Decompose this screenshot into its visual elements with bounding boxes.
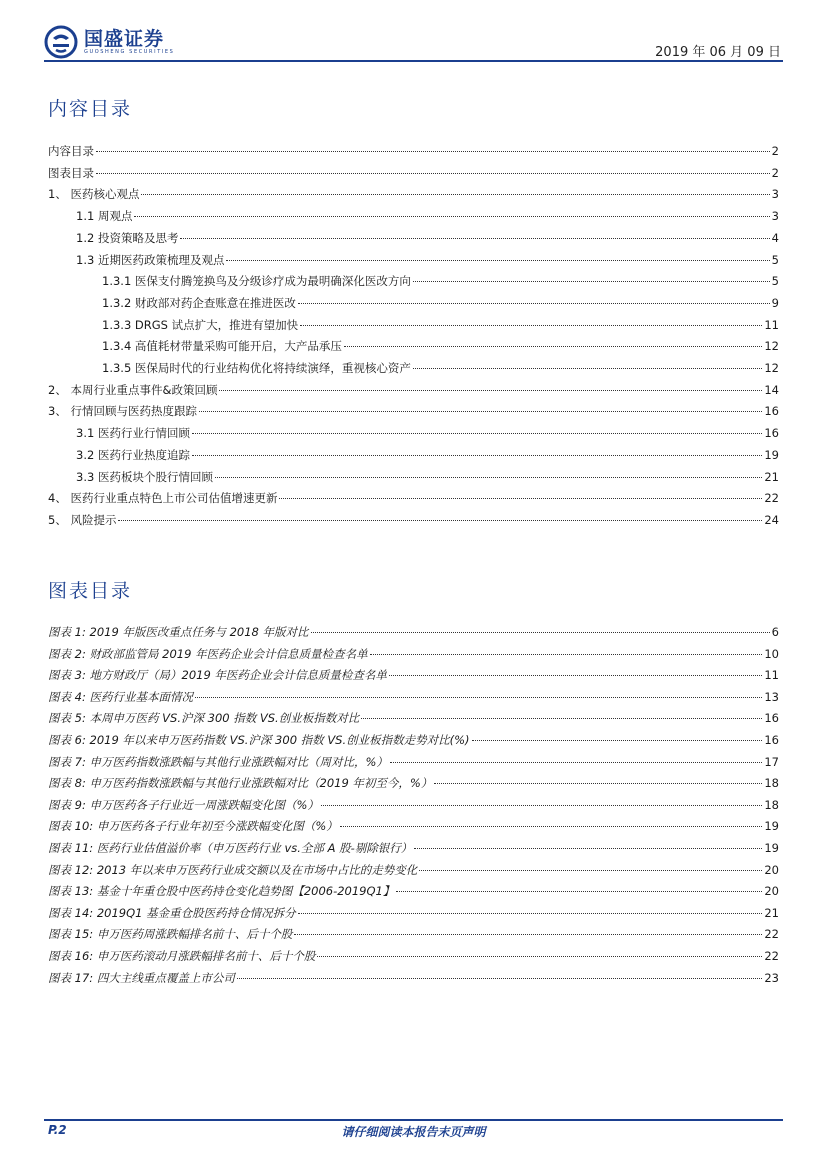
brand-logo [44, 24, 174, 60]
toc-entry-label: 1.3.3 DRGS 试点扩大，推进有望加快 [102, 317, 299, 332]
dot-leader [199, 411, 762, 412]
toc-entry[interactable] [76, 230, 779, 248]
toc-entry[interactable] [102, 360, 779, 378]
page-number: 23 [764, 970, 779, 985]
figure-entry-label: 图表 9: 申万医药各子行业近一周涨跌幅变化图（%） [48, 797, 319, 812]
toc-entry[interactable] [76, 425, 779, 443]
page-number: 10 [764, 646, 779, 661]
contents-title: 内容目录 [48, 98, 133, 120]
dot-leader [226, 260, 769, 261]
toc-entry-label: 3.3 医药板块个股行情回顾 [76, 469, 213, 484]
figure-entry-label: 图表 3: 地方财政厅（局）2019 年医药企业会计信息质量检查名单 [48, 668, 387, 683]
toc-entry[interactable] [76, 252, 779, 270]
figure-entry-label: 图表 15: 申万医药周涨跌幅排名前十、后十个股 [48, 927, 293, 942]
toc-entry[interactable] [48, 143, 779, 161]
toc-entry[interactable] [48, 512, 779, 530]
page-number: 4 [771, 230, 779, 245]
figure-entry-label: 图表 8: 申万医药指数涨跌幅与其他行业涨跌幅对比（2019 年初至今，%） [48, 776, 433, 791]
figure-entry[interactable] [48, 667, 779, 685]
page-number: 20 [764, 884, 779, 899]
dot-leader [413, 368, 762, 369]
dot-leader [311, 632, 770, 633]
figure-entry[interactable] [48, 862, 779, 880]
page-number: 17 [764, 754, 779, 769]
dot-leader [321, 805, 762, 806]
dot-leader [298, 303, 770, 304]
dot-leader [340, 826, 763, 827]
toc-entry[interactable] [76, 208, 779, 226]
figure-entry[interactable] [48, 970, 779, 988]
toc-entry-label: 3.1 医药行业行情回顾 [76, 426, 190, 441]
page-number: 2 [771, 144, 779, 158]
page-number: 11 [764, 317, 779, 332]
page-number: 22 [764, 927, 779, 942]
dot-leader [300, 325, 762, 326]
dot-leader [96, 173, 770, 174]
figure-entry-label: 图表 6: 2019 年以来申万医药指数 VS.沪深 300 指数 VS.创业板指数走势对比(%) [48, 733, 470, 747]
figure-entry[interactable] [48, 646, 779, 664]
toc-entry-label: 4、 医药行业重点特色上市公司估值增速更新 [48, 491, 278, 506]
figures-title: 图表目录 [48, 580, 133, 602]
page-number: 5 [771, 252, 779, 267]
dot-leader [344, 346, 762, 347]
guosheng-logo-icon [44, 25, 78, 59]
dot-leader [389, 675, 762, 676]
toc-entry-label: 图表目录 [48, 165, 94, 180]
figure-entry[interactable] [48, 948, 779, 966]
figure-entry[interactable] [48, 797, 779, 815]
toc-entry[interactable] [102, 295, 779, 313]
report-date: 2019 年 06 月 09 日 [655, 45, 781, 60]
toc-entry-label: 1.3.1 医保支付腾笼换鸟及分级诊疗成为最明确深化医改方向 [102, 274, 411, 289]
brand-name: 国盛证券 [84, 27, 165, 50]
toc-entry[interactable] [48, 490, 779, 508]
toc-entry[interactable] [102, 273, 779, 291]
page-number: 13 [764, 689, 779, 704]
page-number: 21 [764, 469, 779, 484]
page-number: 12 [764, 339, 779, 354]
dot-leader [396, 891, 762, 892]
dot-leader [279, 498, 762, 499]
dot-leader [390, 762, 762, 763]
page-number: 12 [764, 361, 779, 375]
dot-leader [472, 740, 763, 741]
dot-leader [118, 520, 762, 521]
figure-entry-label: 图表 17: 四大主线重点覆盖上市公司 [48, 970, 235, 985]
dot-leader [192, 433, 762, 434]
figure-entry[interactable] [48, 905, 779, 923]
toc-entry-label: 1、 医药核心观点 [48, 187, 140, 202]
figure-entry-label: 图表 5: 本周申万医药 VS.沪深 300 指数 VS.创业板指数对比 [48, 711, 360, 726]
page-number: 19 [764, 447, 779, 462]
toc-entry[interactable] [76, 447, 779, 465]
page-number: 6 [771, 625, 779, 639]
figure-entry-label: 图表 7: 申万医药指数涨跌幅与其他行业涨跌幅对比（周对比，%） [48, 754, 388, 769]
figure-entry[interactable] [48, 624, 779, 642]
figure-entry-label: 图表 10: 申万医药各子行业年初至今涨跌幅变化图（%） [48, 819, 338, 834]
page-number: 9 [771, 295, 779, 310]
toc-entry-label: 2、 本周行业重点事件&政策回顾 [48, 382, 218, 397]
dot-leader [180, 238, 769, 239]
toc-entry[interactable] [102, 338, 779, 356]
toc-entry-label: 内容目录 [48, 144, 94, 158]
page-number: 18 [764, 797, 779, 812]
page-number: 22 [764, 491, 779, 506]
figure-entry[interactable] [48, 883, 779, 901]
figure-entry[interactable] [48, 754, 779, 772]
page-number: 3 [771, 187, 779, 202]
toc-entry[interactable] [48, 403, 779, 421]
dot-leader [370, 654, 763, 655]
toc-entry-label: 1.1 周观点 [76, 209, 133, 224]
dot-leader [219, 390, 762, 391]
page-number: 16 [764, 404, 779, 419]
figure-entry[interactable] [48, 840, 779, 858]
toc-entry[interactable] [102, 317, 779, 335]
toc-entry-label: 1.3 近期医药政策梳理及观点 [76, 252, 225, 267]
page-number: 21 [764, 905, 779, 920]
footer-rule [44, 1119, 783, 1121]
figure-entry-label: 图表 1: 2019 年版医改重点任务与 2018 年版对比 [48, 625, 309, 639]
toc-entry-label: 3、 行情回顾与医药热度跟踪 [48, 404, 197, 419]
dot-leader [195, 697, 762, 698]
figure-entry[interactable] [48, 689, 779, 707]
page-number: 3 [771, 209, 779, 224]
figure-entry-label: 图表 16: 申万医药滚动月涨跌幅排名前十、后十个股 [48, 949, 316, 963]
dot-leader [413, 281, 770, 282]
page-number: 16 [764, 426, 779, 441]
page-number: 16 [764, 711, 779, 726]
figure-entry-label: 图表 2: 财政部监管局 2019 年医药企业会计信息质量检查名单 [48, 646, 368, 661]
dot-leader [96, 151, 770, 152]
toc-entry[interactable] [48, 382, 779, 400]
figure-entry-label: 图表 12: 2013 年以来申万医药行业成交额以及在市场中占比的走势变化 [48, 862, 418, 877]
page-number: 19 [764, 841, 779, 855]
dot-leader [361, 718, 762, 719]
dot-leader [317, 956, 762, 957]
footer-disclaimer-note: 请仔细阅读本报告末页声明 [341, 1125, 486, 1139]
page-number: 11 [764, 668, 779, 683]
page-number: 16 [764, 733, 779, 747]
toc-entry-label: 1.3.4 高值耗材带量采购可能开启，大产品承压 [102, 339, 342, 354]
toc-entry-label: 3.2 医药行业热度追踪 [76, 447, 190, 462]
figure-entry[interactable] [48, 732, 779, 750]
page-number: 20 [764, 862, 779, 877]
dot-leader [215, 477, 762, 478]
dot-leader [134, 216, 769, 217]
page-header [44, 24, 783, 62]
brand-name-en: GUOSHENG SECURITIES [84, 48, 175, 55]
footer-page-number: P.2 [48, 1123, 67, 1137]
dot-leader [414, 848, 762, 849]
dot-leader [419, 870, 762, 871]
toc-entry[interactable] [76, 469, 779, 487]
figure-entry-label: 图表 4: 医药行业基本面情况 [48, 689, 194, 704]
page-number: 5 [771, 274, 779, 289]
page-number: 19 [764, 819, 779, 834]
page-number: 18 [764, 776, 779, 791]
toc-entry-label: 1.3.2 财政部对药企查账意在推进医改 [102, 295, 296, 310]
dot-leader [237, 978, 763, 979]
page-number: 2 [771, 165, 779, 180]
dot-leader [434, 783, 762, 784]
dot-leader [294, 934, 762, 935]
figure-entry[interactable] [48, 818, 779, 836]
toc-entry[interactable] [48, 165, 779, 183]
toc-entry[interactable] [48, 186, 779, 204]
toc-entry-label: 1.2 投资策略及思考 [76, 230, 179, 245]
figure-entry[interactable] [48, 775, 779, 793]
figure-entry[interactable] [48, 926, 779, 944]
toc-entry-label: 1.3.5 医保局时代的行业结构优化将持续演绎，重视核心资产 [102, 361, 411, 375]
dot-leader [192, 455, 762, 456]
toc-entry-label: 5、 风险提示 [48, 512, 117, 527]
figure-entry-label: 图表 11: 医药行业估值溢价率（申万医药行业 vs.全部 A 股-剔除银行） [48, 841, 413, 855]
page-number: 22 [764, 949, 779, 963]
figure-entry[interactable] [48, 710, 779, 728]
page-number: 24 [764, 512, 779, 527]
figure-entry-label: 图表 13: 基金十年重仓股中医药持仓变化趋势图【2006-2019Q1】 [48, 884, 395, 899]
dot-leader [298, 913, 763, 914]
figure-entry-label: 图表 14: 2019Q1 基金重仓股医药持仓情况拆分 [48, 905, 296, 920]
page-number: 14 [764, 382, 779, 397]
header-rule [44, 60, 783, 62]
dot-leader [141, 194, 769, 195]
